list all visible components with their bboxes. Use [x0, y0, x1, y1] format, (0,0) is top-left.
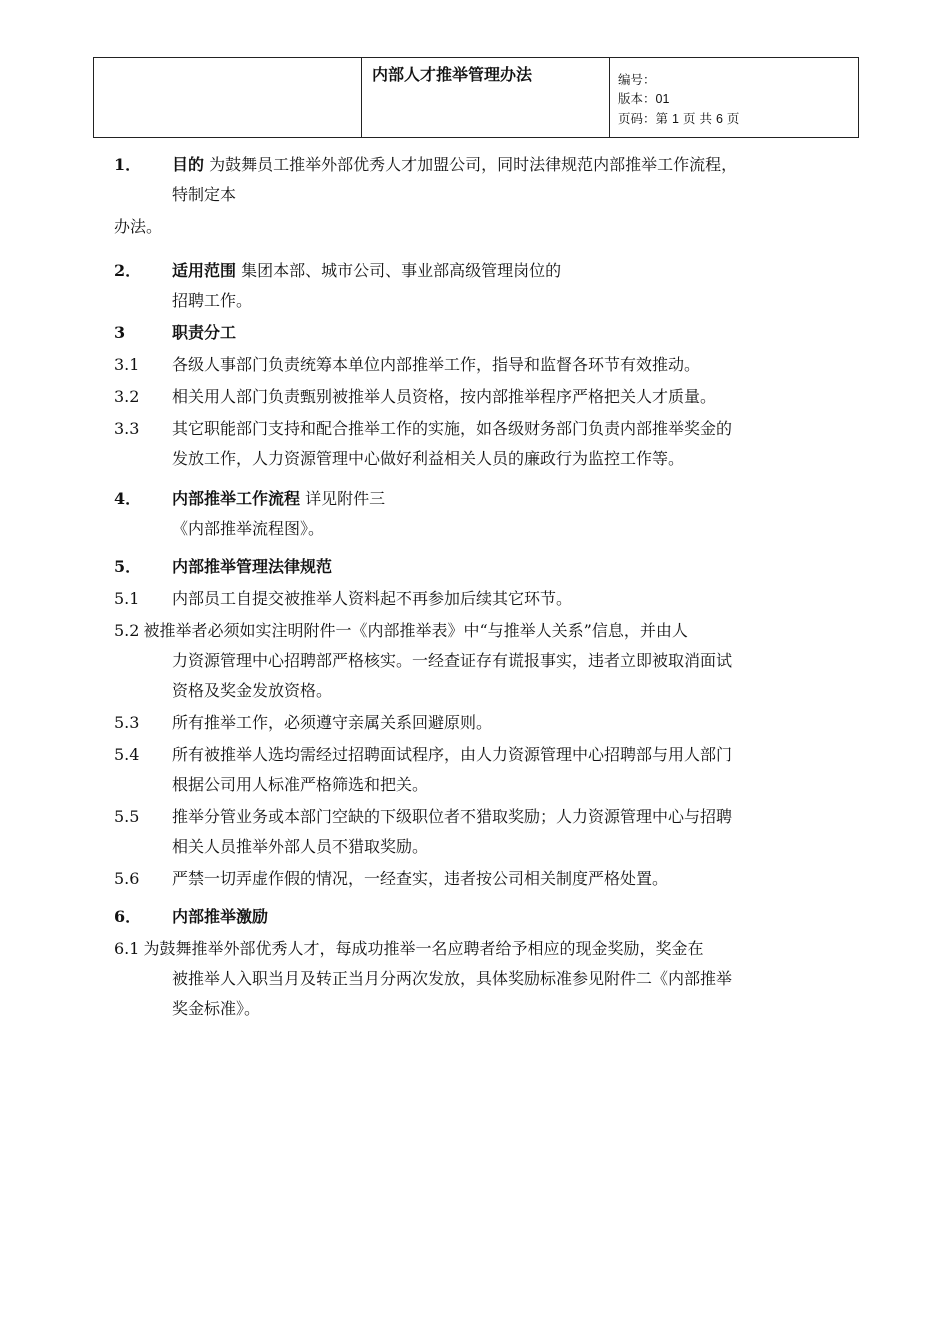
- doc-code: [618, 70, 858, 89]
- section-heading: 职责分工: [172, 323, 237, 342]
- doc-version-value: 01: [655, 92, 670, 106]
- item-text: 内部员工自提交被推举人资料起不再参加后续其它环节。: [172, 589, 573, 608]
- section-number: 6．: [114, 907, 142, 926]
- item-text-cont: 被推举人入职当月及转正当月分两次发放，具体奖励标准参见附件二《内部推举: [172, 969, 733, 988]
- item-text: 为鼓舞推举外部优秀人才，每成功推举一名应聘者给予相应的现金奖励，奖金在: [143, 939, 704, 958]
- doc-version-label: 版本：: [618, 91, 656, 106]
- doc-code-label: 编号：: [618, 72, 656, 87]
- section-6: [114, 902, 844, 932]
- item-text-cont: 力资源管理中心招聘部严格核实。一经查证存有谎报事实，违者立即被取消面试: [172, 651, 733, 670]
- section-text-cont2: 办法。: [114, 217, 163, 236]
- section-number: 5．: [114, 557, 142, 576]
- document-body: [114, 150, 844, 1024]
- item-text-cont: 奖金标准》。: [172, 999, 261, 1018]
- header-meta-cell: [610, 58, 858, 137]
- list-item: [114, 740, 844, 800]
- section-1-cont: [114, 212, 844, 242]
- list-item: [114, 802, 844, 862]
- page-end: 页: [726, 111, 740, 126]
- item-number: 5.5: [114, 807, 140, 826]
- item-number: 5.1: [114, 589, 140, 608]
- section-text-cont: 《内部推举流程图》。: [172, 519, 325, 538]
- doc-version: [618, 89, 858, 109]
- item-number: 3.3: [114, 419, 140, 438]
- item-text: 各级人事部门负责统筹本单位内部推举工作，指导和监督各环节有效推动。: [172, 355, 701, 374]
- page-current: 1: [672, 112, 679, 126]
- list-item: [114, 616, 844, 706]
- item-number: 3.1: [114, 355, 140, 374]
- section-number: 2．: [114, 261, 142, 280]
- section-heading: 目的: [172, 155, 205, 174]
- section-2: [114, 256, 844, 316]
- list-item: [114, 350, 844, 380]
- item-text: 严禁一切弄虚作假的情况，一经查实，违者按公司相关制度严格处置。: [172, 869, 669, 888]
- section-heading: 内部推举激励: [172, 907, 269, 926]
- list-item: [114, 864, 844, 894]
- header-logo-cell: [94, 58, 362, 137]
- item-text-cont: 资格及奖金发放资格。: [172, 681, 333, 700]
- item-number: 5.2: [114, 621, 140, 640]
- item-text: 其它职能部门支持和配合推举工作的实施，如各级财务部门负责内部推举奖金的: [172, 419, 733, 438]
- section-4: [114, 484, 844, 544]
- item-text-cont: 相关人员推举外部人员不猎取奖励。: [172, 837, 429, 856]
- section-heading: 适用范围: [172, 261, 237, 280]
- section-1: [114, 150, 844, 210]
- item-text: 被推举者必须如实注明附件一《内部推举表》中“与推举人关系”信息，并由人: [143, 621, 688, 640]
- section-number: 4．: [114, 489, 142, 508]
- item-number: 3.2: [114, 387, 140, 406]
- section-text-cont: 特制定本: [172, 185, 237, 204]
- item-number: 6.1: [114, 939, 140, 958]
- section-number: 3: [114, 323, 126, 342]
- section-number: 1．: [114, 155, 142, 174]
- item-text: 推举分管业务或本部门空缺的下级职位者不猎取奖励；人力资源管理中心与招聘: [172, 807, 733, 826]
- section-3: [114, 318, 844, 348]
- item-number: 5.6: [114, 869, 140, 888]
- item-text: 所有推举工作，必须遵守亲属关系回避原则。: [172, 713, 493, 732]
- page-total: 6: [715, 112, 723, 126]
- item-text: 相关用人部门负责甄别被推举人员资格，按内部推举程序严格把关人才质量。: [172, 387, 717, 406]
- section-heading: 内部推举管理法律规范: [172, 557, 333, 576]
- list-item: [114, 382, 844, 412]
- item-number: 5.3: [114, 713, 140, 732]
- header-title-cell: [362, 58, 610, 137]
- section-5: [114, 552, 844, 582]
- section-text: 集团本部、城市公司、事业部高级管理岗位的: [241, 261, 562, 280]
- list-item: [114, 934, 844, 1024]
- item-text-cont: 根据公司用人标准严格筛选和把关。: [172, 775, 429, 794]
- list-item: [114, 708, 844, 738]
- item-number: 5.4: [114, 745, 140, 764]
- page-mid: 页 共: [682, 111, 712, 126]
- section-text-cont: 招聘工作。: [172, 291, 253, 310]
- section-text: 详见附件三: [305, 489, 386, 508]
- section-text: 为鼓舞员工推举外部优秀人才加盟公司，同时法律规范内部推举工作流程，: [209, 155, 738, 174]
- document-header-table: [93, 57, 859, 138]
- page-label: 页码：第: [618, 111, 669, 126]
- doc-page: [618, 109, 858, 129]
- list-item: [114, 584, 844, 614]
- item-text-cont: 发放工作，人力资源管理中心做好利益相关人员的廉政行为监控工作等。: [172, 449, 685, 468]
- document-title: 内部人才推举管理办法: [372, 65, 533, 84]
- section-heading: 内部推举工作流程: [172, 489, 301, 508]
- list-item: [114, 414, 844, 474]
- item-text: 所有被推举人选均需经过招聘面试程序，由人力资源管理中心招聘部与用人部门: [172, 745, 733, 764]
